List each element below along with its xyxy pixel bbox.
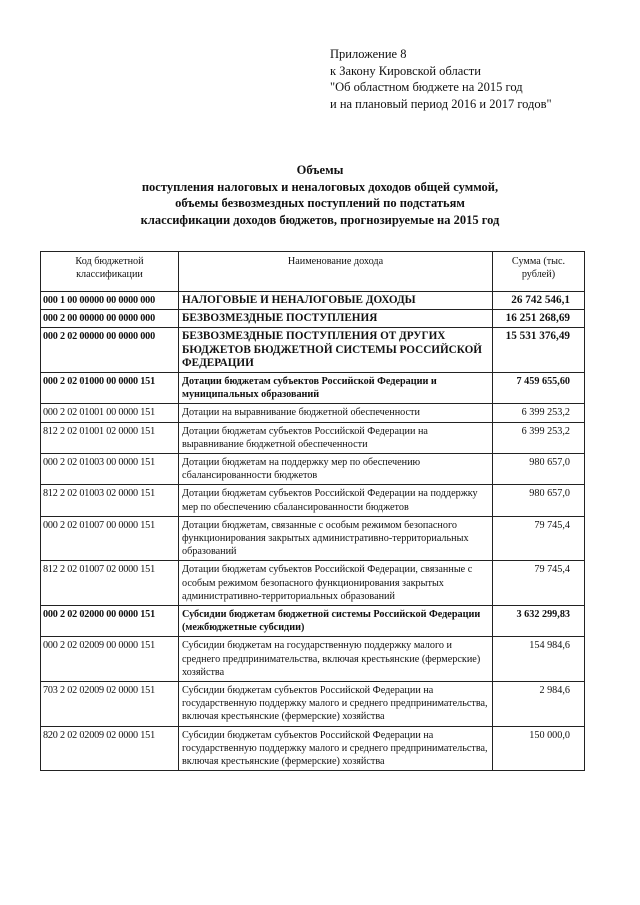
table-row [41,292,585,310]
row-code: 000 2 02 00000 00 0000 000 [41,328,179,373]
table-row [41,373,585,404]
appendix-note [330,46,630,112]
row-sum: 154 984,6 [493,637,585,682]
row-sum: 6 399 253,2 [493,404,585,422]
row-code: 000 2 02 01000 00 0000 151 [41,373,179,404]
appendix-line: и на плановый период 2016 и 2017 годов" [330,96,552,111]
table-row [41,606,585,637]
row-name: Дотации бюджетам субъектов Российской Федерации на выравнивание бюджетной обеспеченности [179,422,493,453]
row-code: 000 2 02 02009 00 0000 151 [41,637,179,682]
row-name: Субсидии бюджетам на государственную поддержку малого и среднего предпринимательства, включая крестьянские (фермерские) хозяйства [179,637,493,682]
row-sum: 16 251 268,69 [493,310,585,328]
row-name: БЕЗВОЗМЕЗДНЫЕ ПОСТУПЛЕНИЯ [179,310,493,328]
row-name: БЕЗВОЗМЕЗДНЫЕ ПОСТУПЛЕНИЯ ОТ ДРУГИХ БЮДЖЕТОВ БЮДЖЕТНОЙ СИСТЕМЫ РОССИЙСКОЙ ФЕДЕРАЦИИ [179,328,493,373]
row-sum: 3 632 299,83 [493,606,585,637]
row-name: Дотации на выравнивание бюджетной обеспеченности [179,404,493,422]
table-row [41,637,585,682]
table-row [41,328,585,373]
row-code: 812 2 02 01007 02 0000 151 [41,561,179,606]
row-sum: 980 657,0 [493,454,585,485]
column-header-sum: Сумма (тыс. рублей) [493,252,585,292]
row-sum: 150 000,0 [493,726,585,771]
table-header-row [41,252,585,292]
table-body [41,292,585,771]
row-sum: 7 459 655,60 [493,373,585,404]
row-code: 000 2 02 02000 00 0000 151 [41,606,179,637]
row-sum: 15 531 376,49 [493,328,585,373]
row-name: Дотации бюджетам субъектов Российской Федерации, связанные с особым режимом безопасного функционирования закрытых административно-территориальных образований [179,561,493,606]
row-name: Дотации бюджетам субъектов Российской Федерации на поддержку мер по обеспечению сбалансированности бюджетов [179,485,493,516]
table-row [41,485,585,516]
table-row [41,454,585,485]
title-line: классификации доходов бюджетов, прогнозируемые на 2015 год [140,212,500,227]
document-title [0,162,640,228]
row-sum: 6 399 253,2 [493,422,585,453]
revenue-table [40,251,585,771]
table-row [41,404,585,422]
row-code: 812 2 02 01003 02 0000 151 [41,485,179,516]
row-sum: 79 745,4 [493,516,585,561]
row-code: 000 1 00 00000 00 0000 000 [41,292,179,310]
row-sum: 2 984,6 [493,682,585,727]
row-sum: 980 657,0 [493,485,585,516]
column-header-code: Код бюджетной классификации [41,252,179,292]
row-code: 812 2 02 01001 02 0000 151 [41,422,179,453]
appendix-line: к Закону Кировской области [330,63,481,78]
row-code: 703 2 02 02009 02 0000 151 [41,682,179,727]
row-code: 000 2 02 01001 00 0000 151 [41,404,179,422]
row-name: Дотации бюджетам субъектов Российской Федерации и муниципальных образований [179,373,493,404]
column-header-name: Наименование дохода [179,252,493,292]
title-line: поступления налоговых и неналоговых доходов общей суммой, [141,179,499,194]
row-name: Субсидии бюджетам субъектов Российской Федерации на государственную поддержку малого и среднего предпринимательства, включая крестьянские (фермерские) хозяйства [179,682,493,727]
row-name: Дотации бюджетам, связанные с особым режимом безопасного функционирования закрытых административно-территориальных образований [179,516,493,561]
table-row [41,682,585,727]
row-name: Субсидии бюджетам бюджетной системы Российской Федерации (межбюджетные субсидии) [179,606,493,637]
row-code: 000 2 02 01007 00 0000 151 [41,516,179,561]
row-name: НАЛОГОВЫЕ И НЕНАЛОГОВЫЕ ДОХОДЫ [179,292,493,310]
table-row [41,422,585,453]
appendix-line: "Об областном бюджете на 2015 год [330,80,523,94]
row-name: Субсидии бюджетам субъектов Российской Федерации на государственную поддержку малого и среднего предпринимательства, включая крестьянские (фермерские) хозяйства [179,726,493,771]
table-row [41,561,585,606]
row-code: 820 2 02 02009 02 0000 151 [41,726,179,771]
table-row [41,516,585,561]
table-row [41,310,585,328]
title-line: Объемы [296,163,344,177]
row-code: 000 2 00 00000 00 0000 000 [41,310,179,328]
row-code: 000 2 02 01003 00 0000 151 [41,454,179,485]
row-name: Дотации бюджетам на поддержку мер по обеспечению сбалансированности бюджетов [179,454,493,485]
row-sum: 26 742 546,1 [493,292,585,310]
title-line: объемы безвозмездных поступлений по подстатьям [175,196,465,210]
appendix-line: Приложение 8 [330,47,407,61]
row-sum: 79 745,4 [493,561,585,606]
table-row [41,726,585,771]
